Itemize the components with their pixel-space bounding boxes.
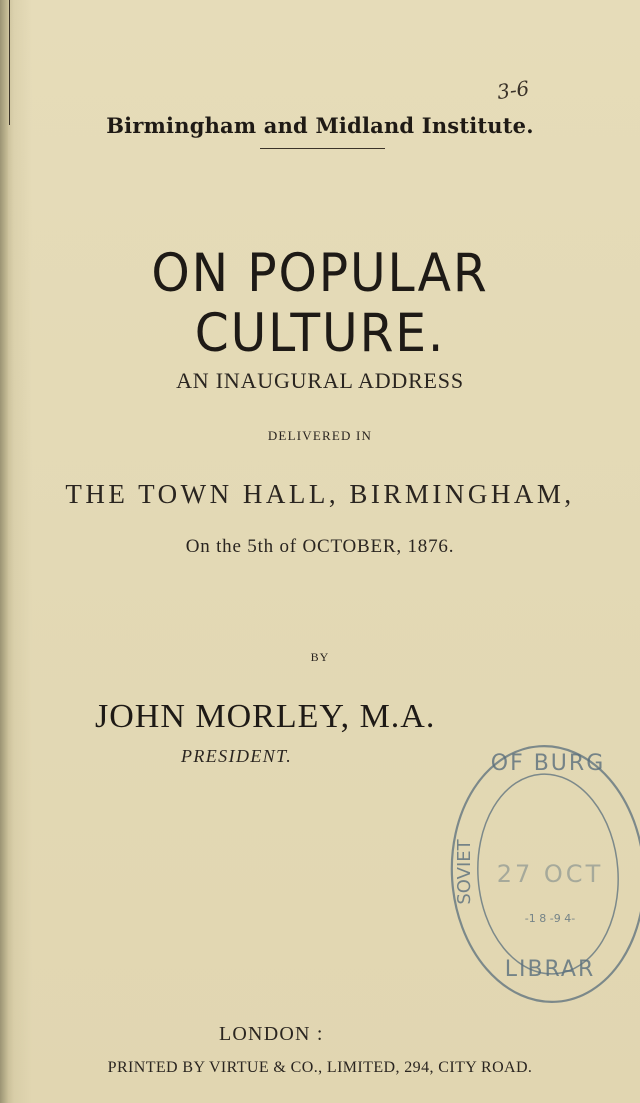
stamp-top-text: OF BURG	[490, 751, 606, 776]
stamp-bottom-text: LIBRAR	[504, 957, 596, 982]
handwritten-shelfmark: 3-6	[495, 75, 531, 105]
book-title: ON POPULAR CULTURE.	[151, 243, 489, 364]
subtitle-address: AN INAUGURAL ADDRESS	[176, 368, 464, 393]
stamp-center-mark: -1 8 -9 4-	[524, 912, 576, 925]
gutter-line	[9, 0, 10, 125]
library-stamp	[400, 712, 640, 1012]
imprint-place: LONDON :	[219, 1023, 324, 1045]
printer-imprint: PRINTED BY VIRTUE & CO., LIMITED, 294, CITY ROAD.	[107, 1059, 533, 1076]
by-line: BY	[310, 650, 330, 664]
divider-rule	[260, 148, 385, 149]
date-line: On the 5th of OCTOBER, 1876.	[185, 536, 455, 557]
author-role: PRESIDENT.	[181, 746, 293, 766]
venue-line: THE TOWN HALL, BIRMINGHAM,	[65, 479, 575, 509]
stamp-left-text: SOVIET	[454, 839, 475, 905]
delivered-in-line: DELIVERED IN	[267, 428, 373, 443]
stamp-date: 27 OCT	[496, 860, 604, 888]
author-name: JOHN MORLEY, M.A.	[95, 698, 436, 735]
institute-name: Birmingham and Midland Institute.	[106, 113, 534, 138]
